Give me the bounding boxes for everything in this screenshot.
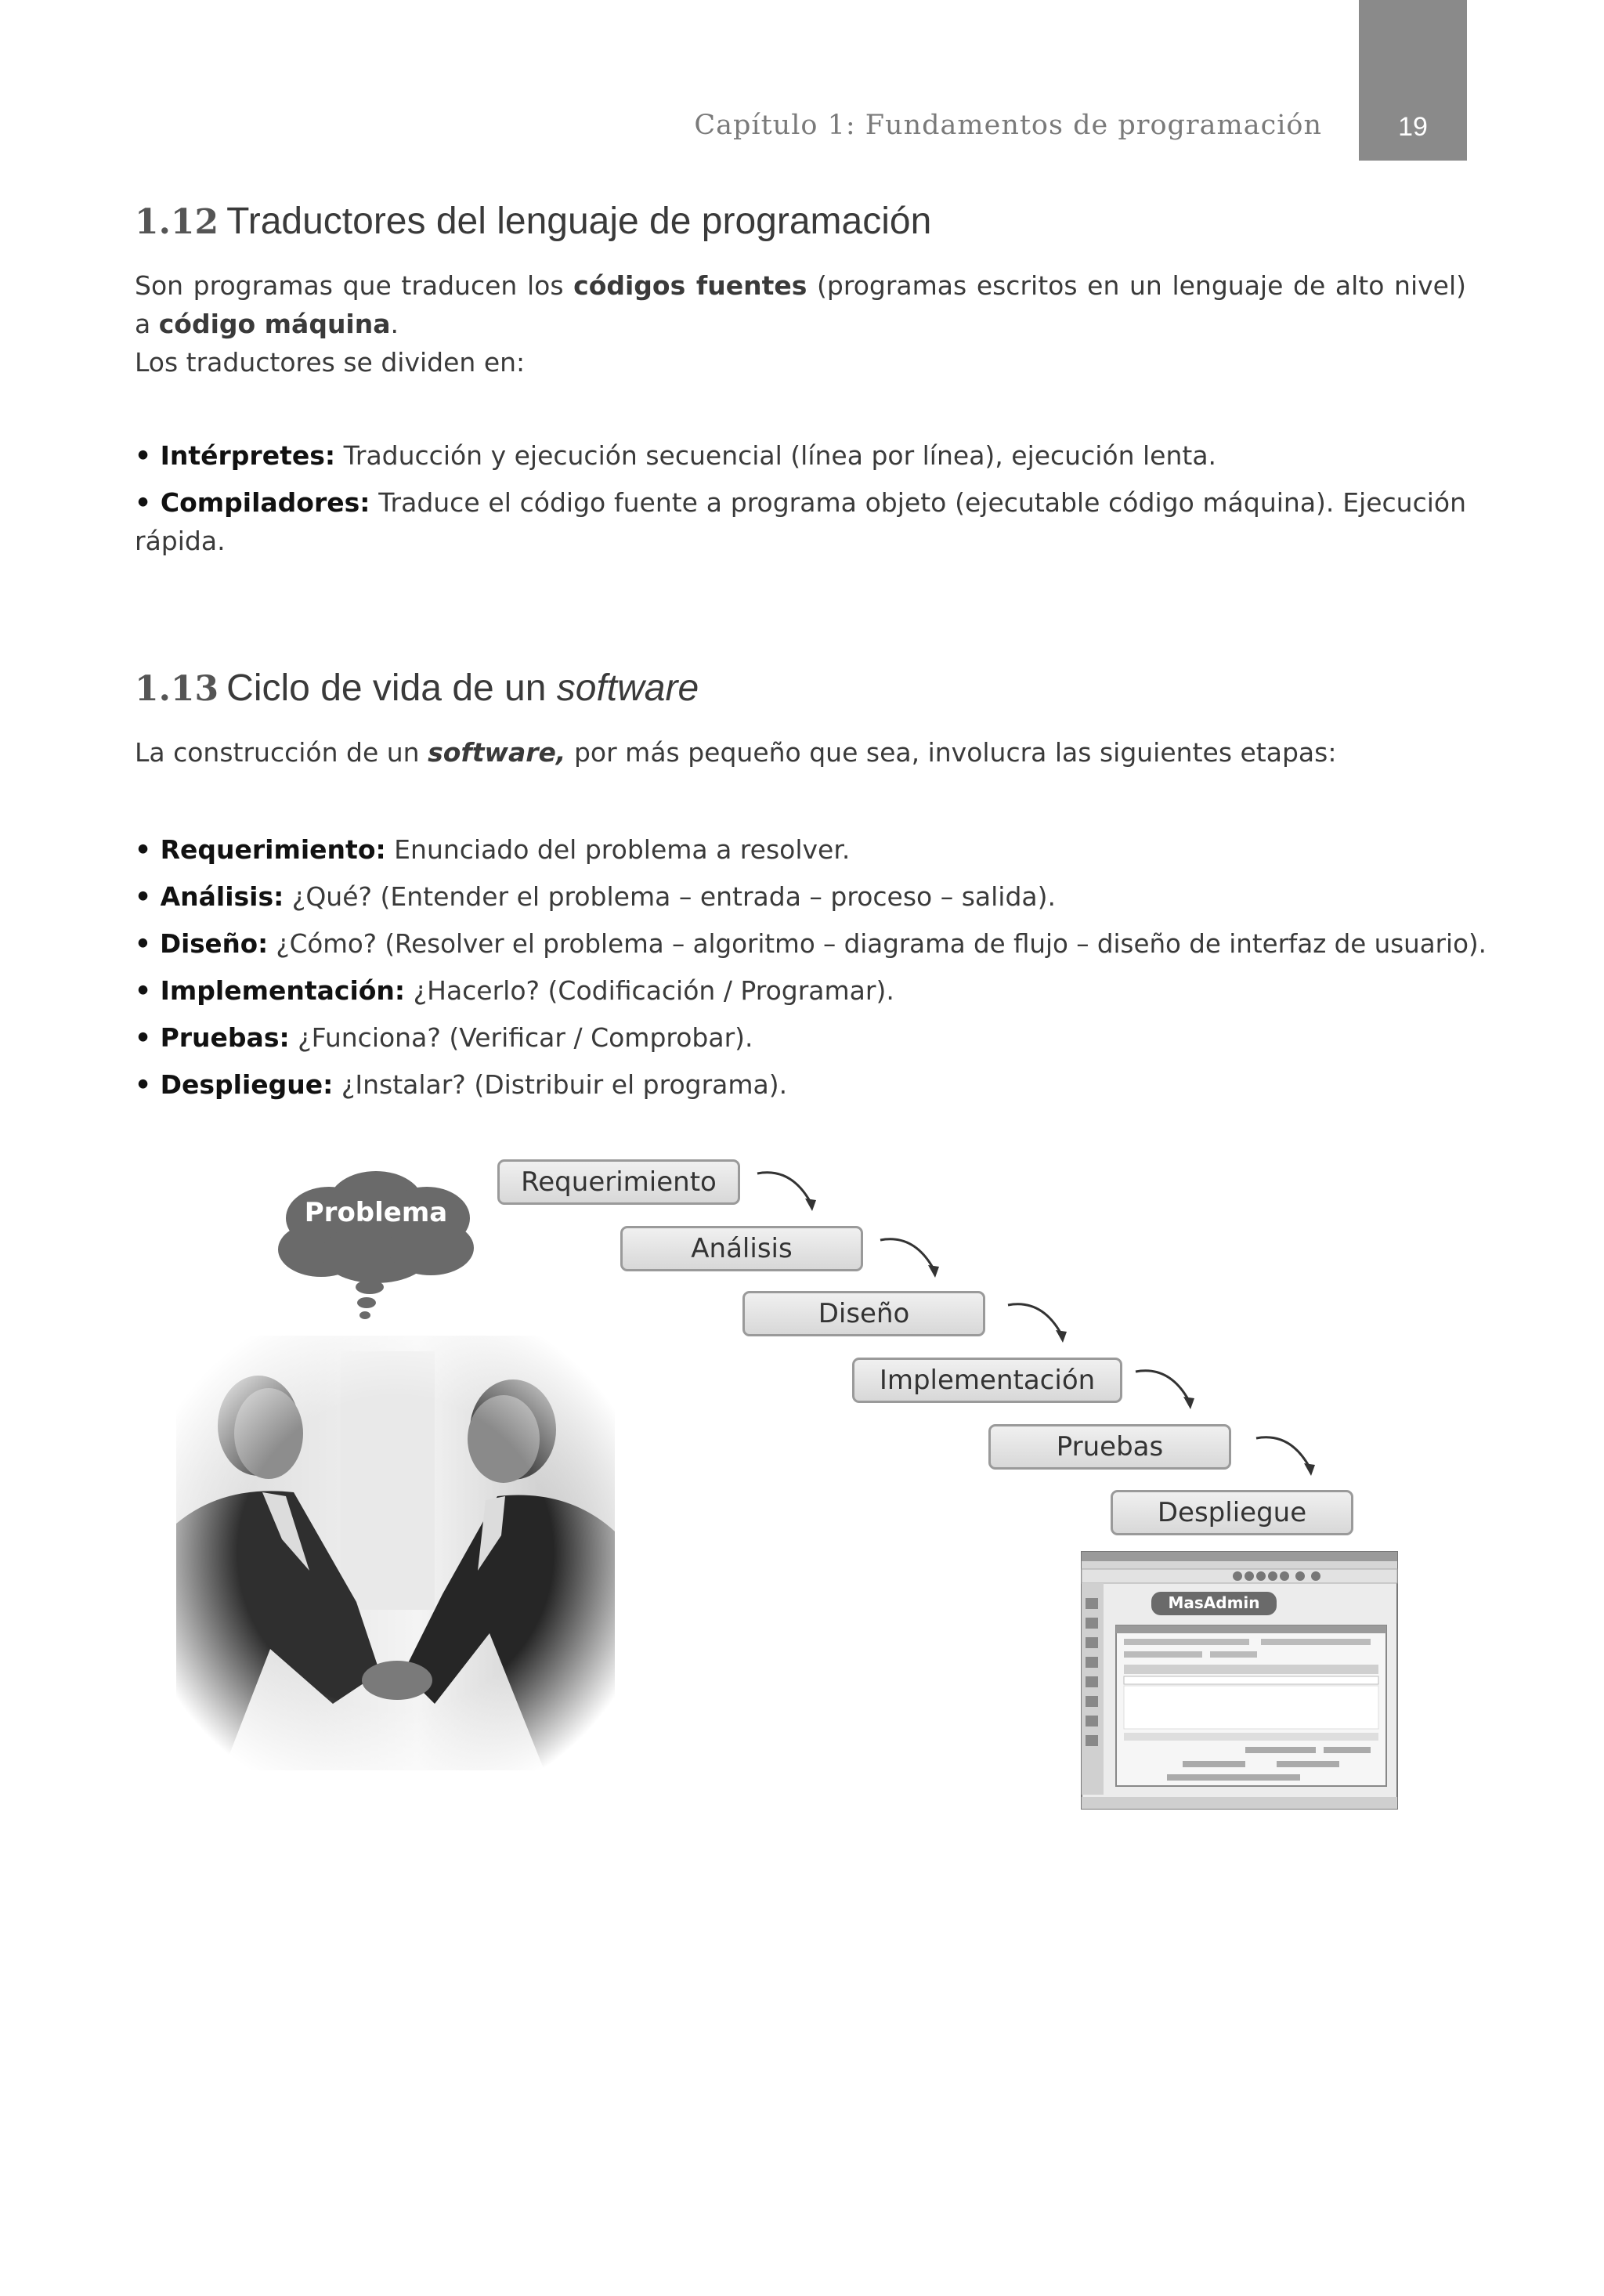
step-requerimiento: Requerimiento: [497, 1159, 740, 1205]
list-item: • Diseño: ¿Cómo? (Resolver el problema – algoritmo – diagrama de flujo – diseño de interfaz de usuario).: [135, 929, 1487, 959]
intro-bold-term: códigos fuentes: [573, 270, 807, 301]
step-diseno: Diseño: [742, 1291, 985, 1336]
list-item: • Requerimiento: Enunciado del problema a resolver.: [135, 834, 851, 865]
curved-arrow-icon: [1255, 1432, 1317, 1479]
screen-logo: MasAdmin: [1168, 1593, 1260, 1612]
list-term: Intérpretes:: [160, 440, 336, 471]
list-term: Despliegue:: [160, 1069, 334, 1100]
lifecycle-list: [135, 826, 1487, 1108]
list-text: Traducción y ejecución secuencial (línea por línea), ejecución lenta.: [335, 440, 1217, 471]
list-term: Requerimiento:: [160, 834, 386, 865]
intro-text: .: [390, 309, 399, 339]
handshake-photo: [176, 1336, 615, 1770]
step-pruebas: Pruebas: [988, 1424, 1231, 1470]
list-item: • Pruebas: ¿Funciona? (Verificar / Comprobar).: [135, 1022, 753, 1053]
translators-intro: [135, 266, 1466, 343]
list-text: Traduce el código fuente a programa objeto (ejecutable código máquina). Ejecución rápida.: [135, 487, 1466, 556]
list-term: Análisis:: [160, 881, 284, 912]
list-term: Implementación:: [160, 975, 406, 1006]
list-item: • Despliegue: ¿Instalar? (Distribuir el programa).: [135, 1069, 788, 1100]
list-text: ¿Qué? (Entender el problema – entrada – proceso – salida).: [284, 881, 1056, 912]
page-number-tab: [1359, 0, 1467, 161]
curved-arrow-icon: [879, 1234, 941, 1281]
curved-arrow-icon: [756, 1167, 818, 1214]
section-title-emphasis: software: [556, 667, 699, 709]
intro-text: (programas escritos en un lenguaje de alto nivel) a: [135, 270, 1466, 339]
intro-emphasis: software,: [428, 737, 566, 768]
intro-text: Son programas que traducen los: [135, 270, 574, 301]
list-text: ¿Instalar? (Distribuir el programa).: [333, 1069, 788, 1100]
step-despliegue: Despliegue: [1111, 1490, 1353, 1535]
step-analisis: Análisis: [620, 1226, 863, 1271]
list-text: ¿Funciona? (Verificar / Comprobar).: [289, 1022, 753, 1053]
section-heading-1-13: [135, 667, 1466, 710]
translators-divide: Los traductores se dividen en:: [135, 347, 526, 378]
list-text: ¿Hacerlo? (Codificación / Programar).: [405, 975, 894, 1006]
page-number: 19: [1398, 112, 1428, 142]
section-number: 1.13: [135, 669, 219, 709]
lifecycle-figure: [0, 1136, 1604, 1841]
chapter-title: Capítulo 1: Fundamentos de programación: [694, 110, 1322, 141]
intro-text: La construcción de un: [135, 737, 428, 768]
curved-arrow-icon: [1134, 1365, 1197, 1412]
list-item: • Compiladores: Traduce el código fuente a programa objeto (ejecutable código máquina). Ejecución rápida.: [135, 487, 1466, 556]
list-item: • Análisis: ¿Qué? (Entender el problema – entrada – proceso – salida).: [135, 881, 1056, 912]
section-number: 1.12: [135, 202, 219, 242]
cloud-label: Problema: [304, 1197, 448, 1228]
list-item: • Intérpretes: Traducción y ejecución secuencial (línea por línea), ejecución lenta.: [135, 440, 1217, 471]
section-title: Traductores del lenguaje de programación: [226, 201, 932, 242]
list-text: ¿Cómo? (Resolver el problema – algoritmo – diagrama de flujo – diseño de interfaz de usuario).: [268, 929, 1487, 959]
app-screenshot: [1081, 1551, 1398, 1810]
page-header: [0, 0, 1604, 161]
list-term: Diseño:: [160, 929, 269, 959]
translators-list: [135, 436, 1466, 560]
page-content: [135, 200, 1487, 1108]
section-title: Ciclo de vida de un: [226, 667, 557, 709]
lifecycle-intro: [135, 733, 1466, 772]
curved-arrow-icon: [1006, 1299, 1069, 1346]
section-heading-1-12: [135, 200, 1466, 243]
intro-bold-term: código máquina: [158, 309, 391, 339]
list-text: Enunciado del problema a resolver.: [385, 834, 851, 865]
list-term: Compiladores:: [160, 487, 370, 518]
list-item: • Implementación: ¿Hacerlo? (Codificación / Programar).: [135, 975, 894, 1006]
thought-cloud-icon: [274, 1163, 478, 1320]
list-term: Pruebas:: [160, 1022, 290, 1053]
step-implementacion: Implementación: [852, 1358, 1122, 1403]
intro-text: por más pequeño que sea, involucra las siguientes etapas:: [565, 737, 1337, 768]
